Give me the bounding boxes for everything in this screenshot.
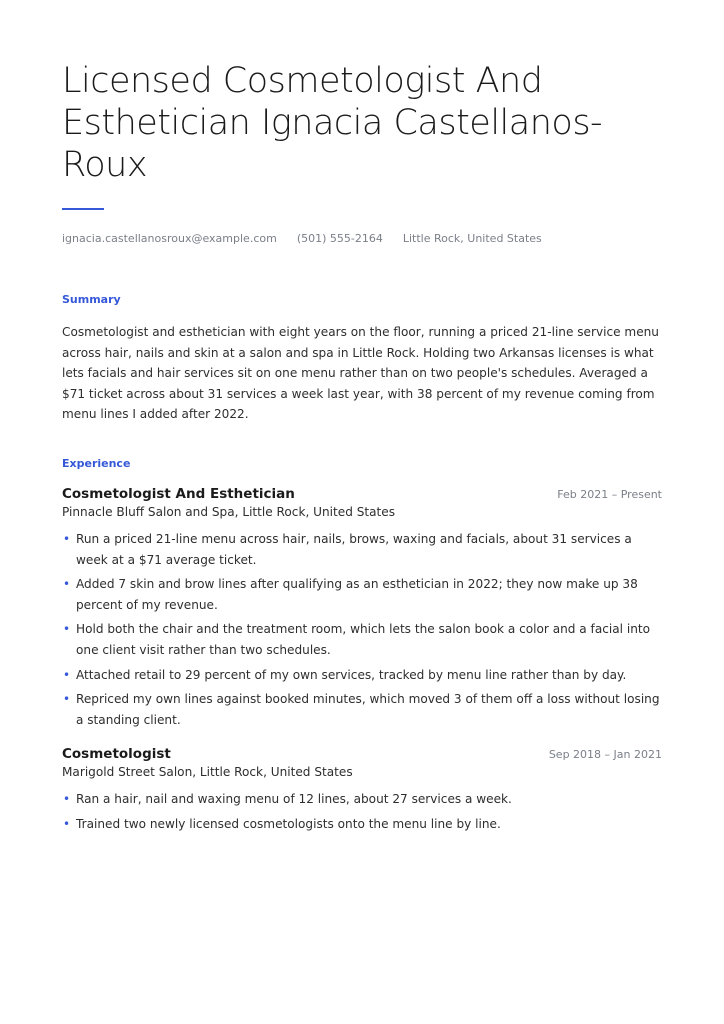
bullet-icon: • (63, 667, 71, 682)
list-item (62, 619, 662, 660)
job-bullets (62, 529, 662, 730)
job-bullets (62, 789, 662, 834)
job-entry (62, 486, 662, 730)
job-title: Cosmetologist And Esthetician (62, 485, 295, 502)
bullet-icon: • (63, 692, 71, 707)
resume-page (62, 60, 662, 839)
accent-divider (62, 208, 104, 210)
list-item (62, 665, 662, 686)
job-dates: Sep 2018 – Jan 2021 (548, 748, 662, 762)
bullet-icon: • (63, 622, 71, 637)
list-item (62, 689, 662, 730)
summary-heading: Summary (62, 293, 121, 306)
contact-info (62, 232, 662, 245)
job-title: Cosmetologist (62, 746, 171, 763)
contact-email[interactable]: ignacia.castellanosroux@example.com (62, 232, 277, 245)
contact-phone[interactable]: (501) 555-2164 (296, 232, 383, 245)
job-header (62, 746, 662, 762)
experience-heading: Experience (62, 456, 131, 470)
summary-text: Cosmetologist and esthetician with eight years on the floor, running a priced 21-line service menu across hair, nails and skin at a salon and spa in Little Rock. Holding two Arkansas licenses is what lets facials and hair services sit on one menu rather than on two people's schedules. Averaged a $71 ticket across about 31 services a week last year, with 38 percent of my revenue coming from menu lines I added after 2022. (62, 325, 659, 422)
job-company: Pinnacle Bluff Salon and Spa, Little Rock, United States (62, 504, 396, 519)
list-item (62, 789, 662, 810)
job-company: Marigold Street Salon, Little Rock, United States (62, 765, 353, 780)
list-item (62, 529, 662, 570)
job-entry (62, 746, 662, 834)
bullet-icon: • (63, 577, 71, 592)
bullet-icon: • (63, 531, 71, 546)
job-header (62, 486, 662, 502)
contact-location: Little Rock, United States (402, 232, 542, 245)
bullet-text: Trained two newly licensed cosmetologists onto the menu line by line. (76, 816, 501, 831)
job-dates: Feb 2021 – Present (557, 487, 662, 501)
list-item (62, 814, 662, 835)
bullet-text: Ran a hair, nail and waxing menu of 12 lines, about 27 services a week. (76, 792, 512, 807)
bullet-text: Attached retail to 29 percent of my own services, tracked by menu line rather than by day. (76, 667, 627, 682)
page-title: Licensed Cosmetologist And Esthetician Ignacia Castellanos-Roux (62, 61, 603, 185)
bullet-text: Run a priced 21-line menu across hair, nails, brows, waxing and facials, about 31 services a week at a $71 average ticket. (76, 531, 632, 567)
list-item (62, 574, 662, 615)
bullet-text: Hold both the chair and the treatment room, which lets the salon book a color and a facial into one client visit rather than two schedules. (76, 622, 651, 657)
bullet-icon: • (63, 792, 71, 807)
bullet-text: Added 7 skin and brow lines after qualifying as an esthetician in 2022; they now make up 38 percent of my revenue. (76, 577, 638, 612)
bullet-text: Repriced my own lines against booked minutes, which moved 3 of them off a loss without losing a standing client. (76, 692, 660, 727)
bullet-icon: • (63, 816, 71, 831)
